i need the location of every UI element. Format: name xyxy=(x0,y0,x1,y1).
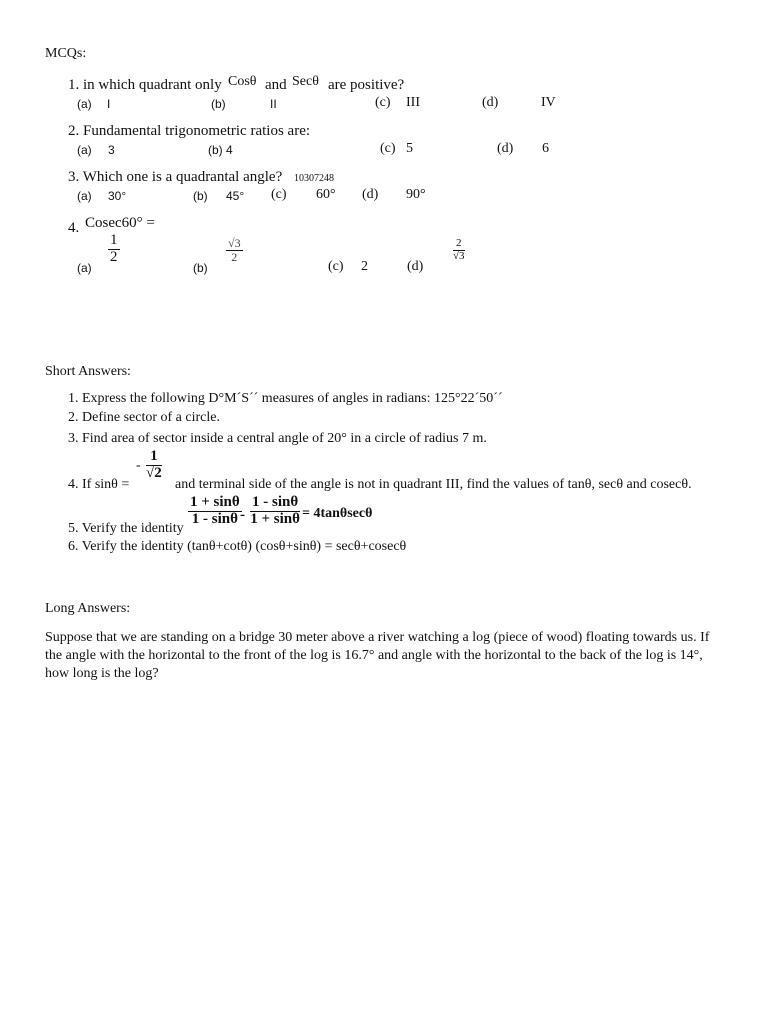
mcq-q4-opt-a-fraction xyxy=(108,233,120,266)
fraction-denominator: 2 xyxy=(110,248,118,265)
mcq-q2-opt-a-value: 3 xyxy=(108,143,115,157)
fraction-numerator: 1 xyxy=(110,232,118,248)
long-question-text: Suppose that we are standing on a bridge 30 meter above a river watching a log (piece of wood) floating towards us. If the angle with the horizontal to the front of the log is 16.7° and angle with the horizontal to the back of the log is 14°, how long is the log? xyxy=(45,630,710,681)
short-item-1: 1. Express the following D°M´S´´ measures of angles in radians: 125°22´50´´ xyxy=(68,391,503,406)
mcq-q3-opt-b-value: 45° xyxy=(226,189,245,203)
fraction-denominator: √3 xyxy=(453,249,465,262)
mcq-q1-opt-d-value: IV xyxy=(541,95,556,110)
short-item-4-prefix: 4. If sinθ = xyxy=(68,477,130,492)
mcq-q1-prefix: 1. in which quadrant only xyxy=(68,77,222,93)
mcq-q2-text: 2. Fundamental trigonometric ratios are: xyxy=(68,123,311,139)
fraction-denominator: 1 + sinθ xyxy=(250,510,300,527)
mcq-q3-opt-c-label: (c) xyxy=(271,187,287,202)
short-item-5-minus: - xyxy=(240,507,245,523)
mcq-q1-opt-c-label: (c) xyxy=(375,95,391,110)
short-item-5-fraction-1 xyxy=(188,495,242,528)
mcq-q4-opt-c-value: 2 xyxy=(361,259,368,274)
fraction-numerator: 1 - sinθ xyxy=(252,494,299,510)
fraction-numerator: 1 xyxy=(146,449,162,466)
short-item-4-minus: - xyxy=(136,458,141,473)
fraction-numerator: 1 + sinθ xyxy=(190,494,240,510)
mcq-q4-opt-b-label: (b) xyxy=(193,261,208,275)
mcq-q3-opt-b-label: (b) xyxy=(193,189,208,203)
short-item-3: 3. Find area of sector inside a central angle of 20° in a circle of radius 7 m. xyxy=(68,431,487,446)
short-item-5-prefix: 5. Verify the identity xyxy=(68,521,184,536)
mcq-q2-opt-b-label: (b) 4 xyxy=(208,143,233,157)
mcq-q4-opt-d-fraction xyxy=(453,238,465,262)
mcq-q4-opt-a-label: (a) xyxy=(77,261,92,275)
mcq-q3-opt-d-value: 90° xyxy=(406,187,426,202)
fraction-denominator: 2 xyxy=(231,249,238,264)
mcq-q3-opt-a-label: (a) xyxy=(77,189,92,203)
mcq-q4-opt-b-fraction xyxy=(226,237,243,263)
mcq-q1-sec: Secθ xyxy=(292,74,319,89)
short-item-5-rhs: = 4tanθsecθ xyxy=(302,506,373,521)
mcq-q2-opt-c-label: (c) xyxy=(380,141,396,156)
short-item-4-fraction xyxy=(146,449,162,482)
mcq-q4-opt-d-label: (d) xyxy=(407,259,424,274)
mcq-q1-cos: Cosθ xyxy=(228,74,257,89)
mcq-q1-suffix: are positive? xyxy=(328,77,405,93)
long-heading: Long Answers: xyxy=(45,601,131,616)
mcq-q4-num: 4. xyxy=(68,220,80,236)
fraction-numerator: 2 xyxy=(453,238,465,251)
short-item-6: 6. Verify the identity (tanθ+cotθ) (cosθ+sinθ) = secθ+cosecθ xyxy=(68,539,407,554)
mcq-q1-opt-c-value: III xyxy=(406,95,420,110)
mcq-q3-opt-c-value: 60° xyxy=(316,187,336,202)
mcq-q1-opt-a-value: I xyxy=(107,97,111,111)
mcq-q4-expr: Cosec60° = xyxy=(85,215,155,231)
mcq-q3-opt-a-value: 30° xyxy=(108,189,127,203)
mcq-q1-and: and xyxy=(265,77,287,93)
mcq-q4-opt-c-label: (c) xyxy=(328,259,344,274)
mcq-q3-code: 10307248 xyxy=(294,173,334,184)
mcq-q1-opt-a-label: (a) xyxy=(77,97,92,111)
mcq-q2-opt-a-label: (a) xyxy=(77,143,92,157)
mcq-q2-opt-d-label: (d) xyxy=(497,141,514,156)
mcq-q1-opt-d-label: (d) xyxy=(482,95,499,110)
mcq-q1-opt-b-label: (b) xyxy=(211,97,226,111)
mcq-q2-opt-c-value: 5 xyxy=(406,141,413,156)
mcq-heading: MCQs: xyxy=(45,46,87,61)
mcq-q3-text: 3. Which one is a quadrantal angle? xyxy=(68,169,283,185)
fraction-numerator: √3 xyxy=(228,236,241,250)
short-item-5-fraction-2 xyxy=(250,495,300,528)
short-item-2: 2. Define sector of a circle. xyxy=(68,410,220,425)
mcq-q3-opt-d-label: (d) xyxy=(362,187,379,202)
short-item-4-suffix: and terminal side of the angle is not in quadrant III, find the values of tanθ, secθ and cosecθ. xyxy=(175,477,692,492)
mcq-q1-opt-b-value: II xyxy=(270,97,277,111)
fraction-denominator: 1 - sinθ xyxy=(191,510,238,527)
mcq-q2-opt-d-value: 6 xyxy=(542,141,549,156)
fraction-denominator: √2 xyxy=(146,464,162,481)
short-heading: Short Answers: xyxy=(45,364,131,379)
